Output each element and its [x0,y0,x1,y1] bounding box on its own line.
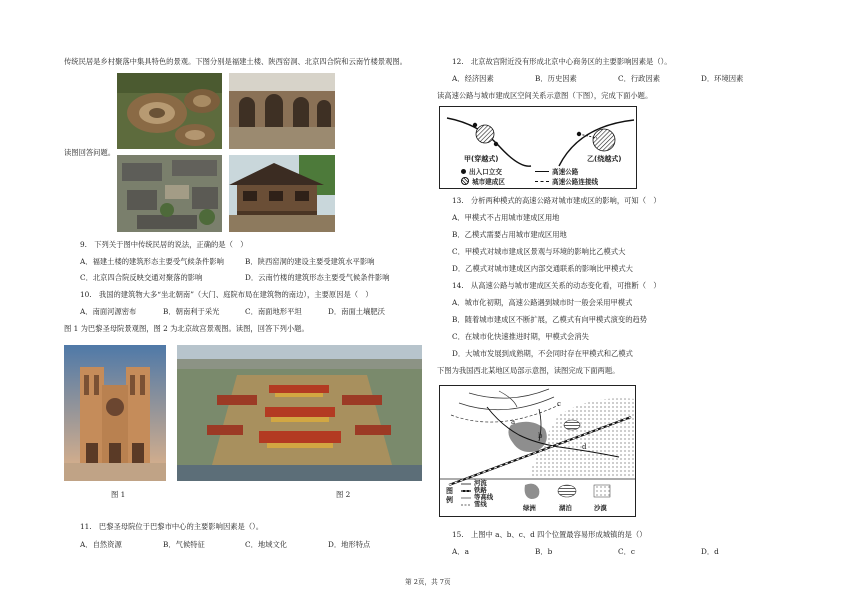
legend-interchange: 出入口立交 [461,166,502,176]
q10-option-c[interactable]: C．南面地形平坦 [245,307,302,316]
fig2-caption: 图 2 [336,490,351,499]
solid-line-icon [535,171,549,172]
dashed-line-icon [535,181,549,182]
q13-option-a[interactable]: A．甲模式不占用城市建成区用地 [452,213,560,222]
map-point-b: b [538,432,543,440]
read-prompt: 读图回答问题。 [64,148,116,157]
interchange-dot-icon [461,169,466,174]
q11-stem: 11. 巴黎圣母院位于巴黎市中心的主要影响因素是（）。 [80,522,264,531]
q13-stem: 13. 分析两种模式的高速公路对城市建成区的影响，可知（ ） [452,196,661,205]
diagram-intro: 读高速公路与城市建成区空间关系示意图（下图），完成下面小题。 [437,91,653,100]
map-point-c: c [557,400,561,408]
q13-option-c[interactable]: C．甲模式对城市建成区景观与环境的影响比乙模式大 [452,247,626,256]
page-footer: 第 2页，共 7页 [405,578,451,586]
diagram-label-yi: 乙(绕越式) [587,155,622,163]
map-legend-title: 图例 [446,487,453,504]
q12-option-d[interactable]: D．环境因素 [701,74,744,83]
q12-option-b[interactable]: B．历史因素 [535,74,577,83]
figure-intro: 图 1 为巴黎圣母院景观图，图 2 为北京故宫景观图。读图，回答下列小题。 [64,324,309,333]
q12-stem: 12. 北京故宫附近没有形成北京中心商务区的主要影响因素是（）。 [452,57,672,66]
photo-shaanxi-cave-dwelling [229,73,335,149]
map-point-d: d [582,443,587,451]
q15-option-a[interactable]: A．a [452,547,469,556]
q10-option-b[interactable]: B．朝南利于采光 [163,307,220,316]
legend-lake: 湖泊 [559,504,572,512]
photo-forbidden-city [177,345,422,481]
q10-option-a[interactable]: A．南面河源密布 [80,307,137,316]
q11-option-a[interactable]: A．自然资源 [80,540,122,549]
q11-option-b[interactable]: B．气候特征 [163,540,205,549]
legend-desert: 沙漠 [594,504,607,512]
fig1-caption: 图 1 [111,490,126,499]
map-point-a: a [511,418,516,426]
legend-link: 高速公路连接线 [535,176,598,186]
hatched-circle-icon [461,177,469,185]
q15-stem: 15. 上图中 a、b、c、d 四个位置最容易形成城镇的是（） [452,530,647,539]
photo-beijing-courtyard [117,155,222,232]
legend-built-area: 城市建成区 [461,176,505,186]
highway-diagram [439,106,637,189]
q15-option-b[interactable]: B．b [535,547,553,556]
q11-option-c[interactable]: C．地域文化 [245,540,288,549]
photo-yunnan-bamboo-house [229,155,335,232]
q14-option-a[interactable]: A．城市化初期，高速公路遇到城市时一般会采用甲模式 [452,298,633,307]
q9-option-a[interactable]: A．福建土楼的建筑形态主要受气候条件影响 [80,257,224,266]
legend-river: 河流 [474,479,487,487]
q14-option-b[interactable]: B．随着城市建成区不断扩展，乙模式有向甲模式演变的趋势 [452,315,648,324]
q12-option-a[interactable]: A．经济因素 [452,74,494,83]
legend-highway: 高速公路 [535,166,578,176]
q9-option-d[interactable]: D．云南竹楼的建筑形态主要受气候条件影响 [245,273,390,282]
q10-stem: 10. 我国的建筑物大多“坐北朝南”（大门、庭院布局在建筑物的南边），主要原因是（ ） [80,290,373,299]
q14-option-c[interactable]: C．在城市化快速推进时期，甲模式会消失 [452,332,589,341]
q13-option-b[interactable]: B．乙模式需要占用城市建成区用地 [452,230,567,239]
intro-text: 传统民居是乡村聚落中集具特色的景观。下图分别是福建土楼、陕西窑洞、北京四合院和云南竹楼景观图。 [64,57,407,66]
q14-stem: 14. 从高速公路与城市建成区关系的动态变化看，可推断（ ） [452,281,661,290]
diagram-label-jia: 甲(穿越式) [464,155,499,163]
q15-option-d[interactable]: D．d [701,547,719,556]
q9-stem: 9. 下列关于图中传统民居的说法，正确的是（ ） [80,240,248,249]
legend-oasis: 绿洲 [523,504,536,512]
q13-option-d[interactable]: D．乙模式对城市建成区内部交通联系的影响比甲模式大 [452,264,633,273]
legend-contour: 等高线 [474,493,494,501]
photo-fujian-tulou [117,73,222,149]
photo-notre-dame [64,345,166,481]
northwest-map [439,385,636,517]
q12-option-c[interactable]: C．行政因素 [618,74,661,83]
q9-option-c[interactable]: C．北京四合院反映交通对聚落的影响 [80,273,203,282]
q14-option-d[interactable]: D．大城市发展到成熟期，不会同时存在甲模式和乙模式 [452,349,633,358]
q11-option-d[interactable]: D．地形特点 [328,540,371,549]
map-intro: 下图为我国西北某地区局部示意图，读图完成下面两题。 [437,366,620,375]
q10-option-d[interactable]: D．南面土壤肥沃 [328,307,385,316]
q9-option-b[interactable]: B．陕西窑洞的建设主要受建筑水平影响 [245,257,375,266]
legend-snowline: 雪线 [474,500,487,508]
legend-railway: 铁路 [474,486,487,494]
q15-option-c[interactable]: C．c [618,547,635,556]
